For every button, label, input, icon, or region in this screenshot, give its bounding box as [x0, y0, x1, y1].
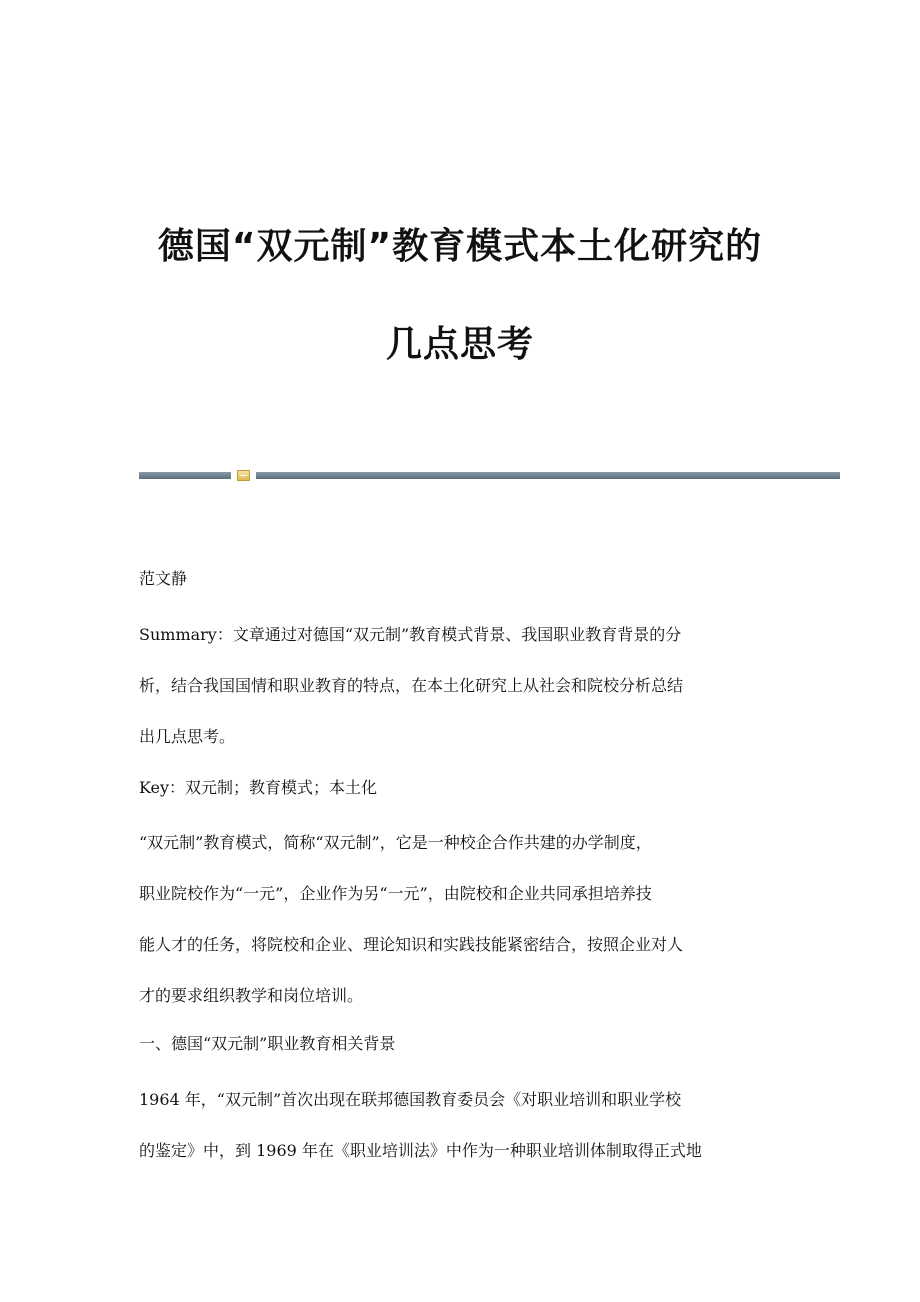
section-body-line: 的鉴定》中，到 1969 年在《职业培训法》中作为一种职业培训体制取得正式地 [139, 1141, 702, 1160]
intro-line: 能人才的任务，将院校和企业、理论知识和实践技能紧密结合，按照企业对人 [139, 935, 684, 954]
author [139, 566, 784, 592]
intro-line: 才的要求组织教学和岗位培训。 [139, 986, 364, 1005]
section-heading-text: 一、德国“双元制”职业教育相关背景 [139, 1034, 396, 1053]
title-line-2: 几点思考 [385, 324, 534, 365]
divider-ornament-icon [237, 470, 250, 481]
summary-line: Summary：文章通过对德国“双元制”教育模式背景、我国职业教育背景的分 [139, 625, 682, 644]
title-line-1: 德国“双元制”教育模式本土化研究的 [157, 226, 763, 267]
summary-line: 出几点思考。 [139, 727, 236, 746]
title-divider [139, 470, 840, 482]
keywords-paragraph [139, 775, 784, 801]
section-heading [139, 1031, 784, 1057]
intro-line: 职业院校作为“一元”，企业作为另“一元”，由院校和企业共同承担培养技 [139, 884, 652, 903]
section-body-line: 1964 年，“双元制”首次出现在联邦德国教育委员会《对职业培训和职业学校 [139, 1090, 682, 1109]
divider-bar-right [256, 472, 840, 479]
intro-line: “双元制”教育模式，简称“双元制”，它是一种校企合作共建的办学制度， [139, 833, 652, 852]
keywords-line: Key：双元制；教育模式；本土化 [139, 778, 378, 797]
intro-paragraph [139, 830, 784, 1009]
section-body-paragraph [139, 1087, 784, 1164]
author-name: 范文静 [139, 569, 188, 588]
summary-line: 析，结合我国国情和职业教育的特点，在本土化研究上从社会和院校分析总结 [139, 676, 684, 695]
divider-bar-left [139, 472, 231, 479]
summary-paragraph [139, 622, 784, 750]
